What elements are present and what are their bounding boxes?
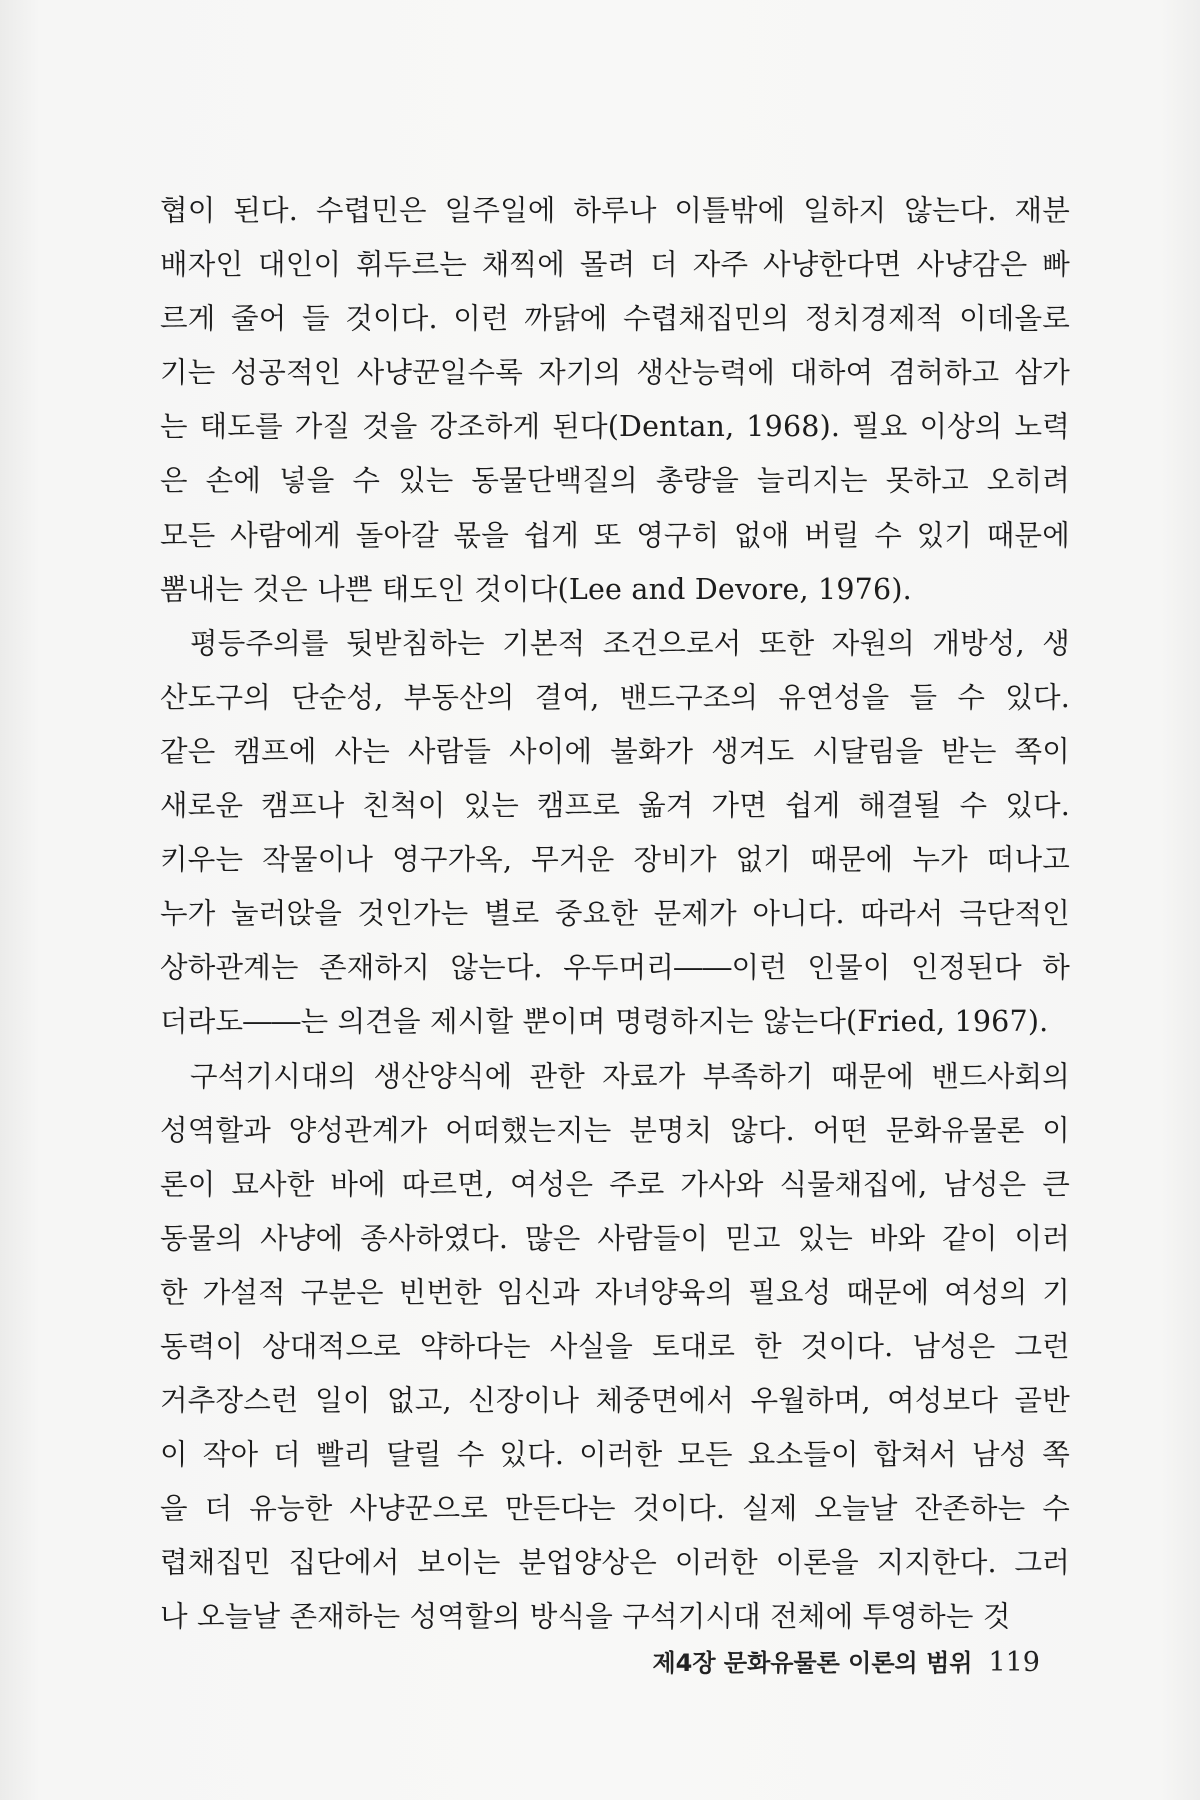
text-line: 는 태도를 가질 것을 강조하게 된다(Dentan, 1968). 필요 이상의 노력 bbox=[160, 410, 1070, 444]
text-line: 누가 눌러앉을 것인가는 별로 중요한 문제가 아니다. 따라서 극단적인 bbox=[160, 897, 1070, 931]
text-line: 배자인 대인이 휘두르는 채찍에 몰려 더 자주 사냥한다면 사냥감은 빠 bbox=[160, 248, 1070, 282]
text-line: 산도구의 단순성, 부동산의 결여, 밴드구조의 유연성을 들 수 있다. bbox=[160, 680, 1070, 714]
page-number: 119 bbox=[988, 1647, 1040, 1678]
text-line: 구석기시대의 생산양식에 관한 자료가 부족하기 때문에 밴드사회의 bbox=[190, 1059, 1070, 1093]
text-line: 동물의 사냥에 종사하였다. 많은 사람들이 믿고 있는 바와 같이 이러 bbox=[160, 1221, 1070, 1255]
running-footer bbox=[640, 1643, 1040, 1678]
text-line: 모든 사람에게 돌아갈 몫을 쉽게 또 영구히 없애 버릴 수 있기 때문에 bbox=[160, 518, 1070, 552]
text-line: 새로운 캠프나 친척이 있는 캠프로 옮겨 가면 쉽게 해결될 수 있다. bbox=[160, 789, 1070, 823]
text-line: 거추장스런 일이 없고, 신장이나 체중면에서 우월하며, 여성보다 골반 bbox=[160, 1384, 1070, 1418]
text-line: 성역할과 양성관계가 어떠했는지는 분명치 않다. 어떤 문화유물론 이 bbox=[160, 1113, 1070, 1147]
text-line: 론이 묘사한 바에 따르면, 여성은 주로 가사와 식물채집에, 남성은 큰 bbox=[160, 1167, 1070, 1201]
text-line: 르게 줄어 들 것이다. 이런 까닭에 수렵채집민의 정치경제적 이데올로 bbox=[160, 302, 1070, 336]
text-line: 평등주의를 뒷받침하는 기본적 조건으로서 또한 자원의 개방성, 생 bbox=[190, 626, 1070, 660]
paragraph bbox=[160, 1050, 1070, 1645]
text-line: 상하관계는 존재하지 않는다. 우두머리――이런 인물이 인정된다 하 bbox=[160, 951, 1070, 985]
text-line: 더라도――는 의견을 제시할 뿐이며 명령하지는 않는다(Fried, 1967). bbox=[160, 1005, 1049, 1039]
body-text bbox=[160, 184, 1070, 1645]
text-line: 한 가설적 구분은 빈번한 임신과 자녀양육의 필요성 때문에 여성의 기 bbox=[160, 1275, 1070, 1309]
text-line: 이 작아 더 빨리 달릴 수 있다. 이러한 모든 요소들이 합쳐서 남성 쪽 bbox=[160, 1438, 1070, 1472]
text-line: 뽐내는 것은 나쁜 태도인 것이다(Lee and Devore, 1976). bbox=[160, 572, 912, 606]
text-line: 협이 된다. 수렵민은 일주일에 하루나 이틀밖에 일하지 않는다. 재분 bbox=[160, 194, 1070, 227]
text-line: 키우는 작물이나 영구가옥, 무거운 장비가 없기 때문에 누가 떠나고 bbox=[160, 843, 1070, 877]
text-line: 은 손에 넣을 수 있는 동물단백질의 총량을 늘리지는 못하고 오히려 bbox=[160, 464, 1070, 498]
text-line: 을 더 유능한 사냥꾼으로 만든다는 것이다. 실제 오늘날 잔존하는 수 bbox=[160, 1492, 1070, 1526]
text-line: 나 오늘날 존재하는 성역할의 방식을 구석기시대 전체에 투영하는 것 bbox=[160, 1600, 1011, 1634]
text-line: 기는 성공적인 사냥꾼일수록 자기의 생산능력에 대하여 겸허하고 삼가 bbox=[160, 356, 1070, 390]
text-line: 동력이 상대적으로 약하다는 사실을 토대로 한 것이다. 남성은 그런 bbox=[160, 1329, 1070, 1363]
text-line: 같은 캠프에 사는 사람들 사이에 불화가 생겨도 시달림을 받는 쪽이 bbox=[160, 734, 1070, 768]
text-line: 렵채집민 집단에서 보이는 분업양상은 이러한 이론을 지지한다. 그러 bbox=[160, 1546, 1070, 1580]
chapter-title: 제4장 문화유물론 이론의 범위 bbox=[652, 1649, 973, 1677]
paragraph bbox=[160, 617, 1070, 1050]
paragraph bbox=[160, 184, 1070, 617]
